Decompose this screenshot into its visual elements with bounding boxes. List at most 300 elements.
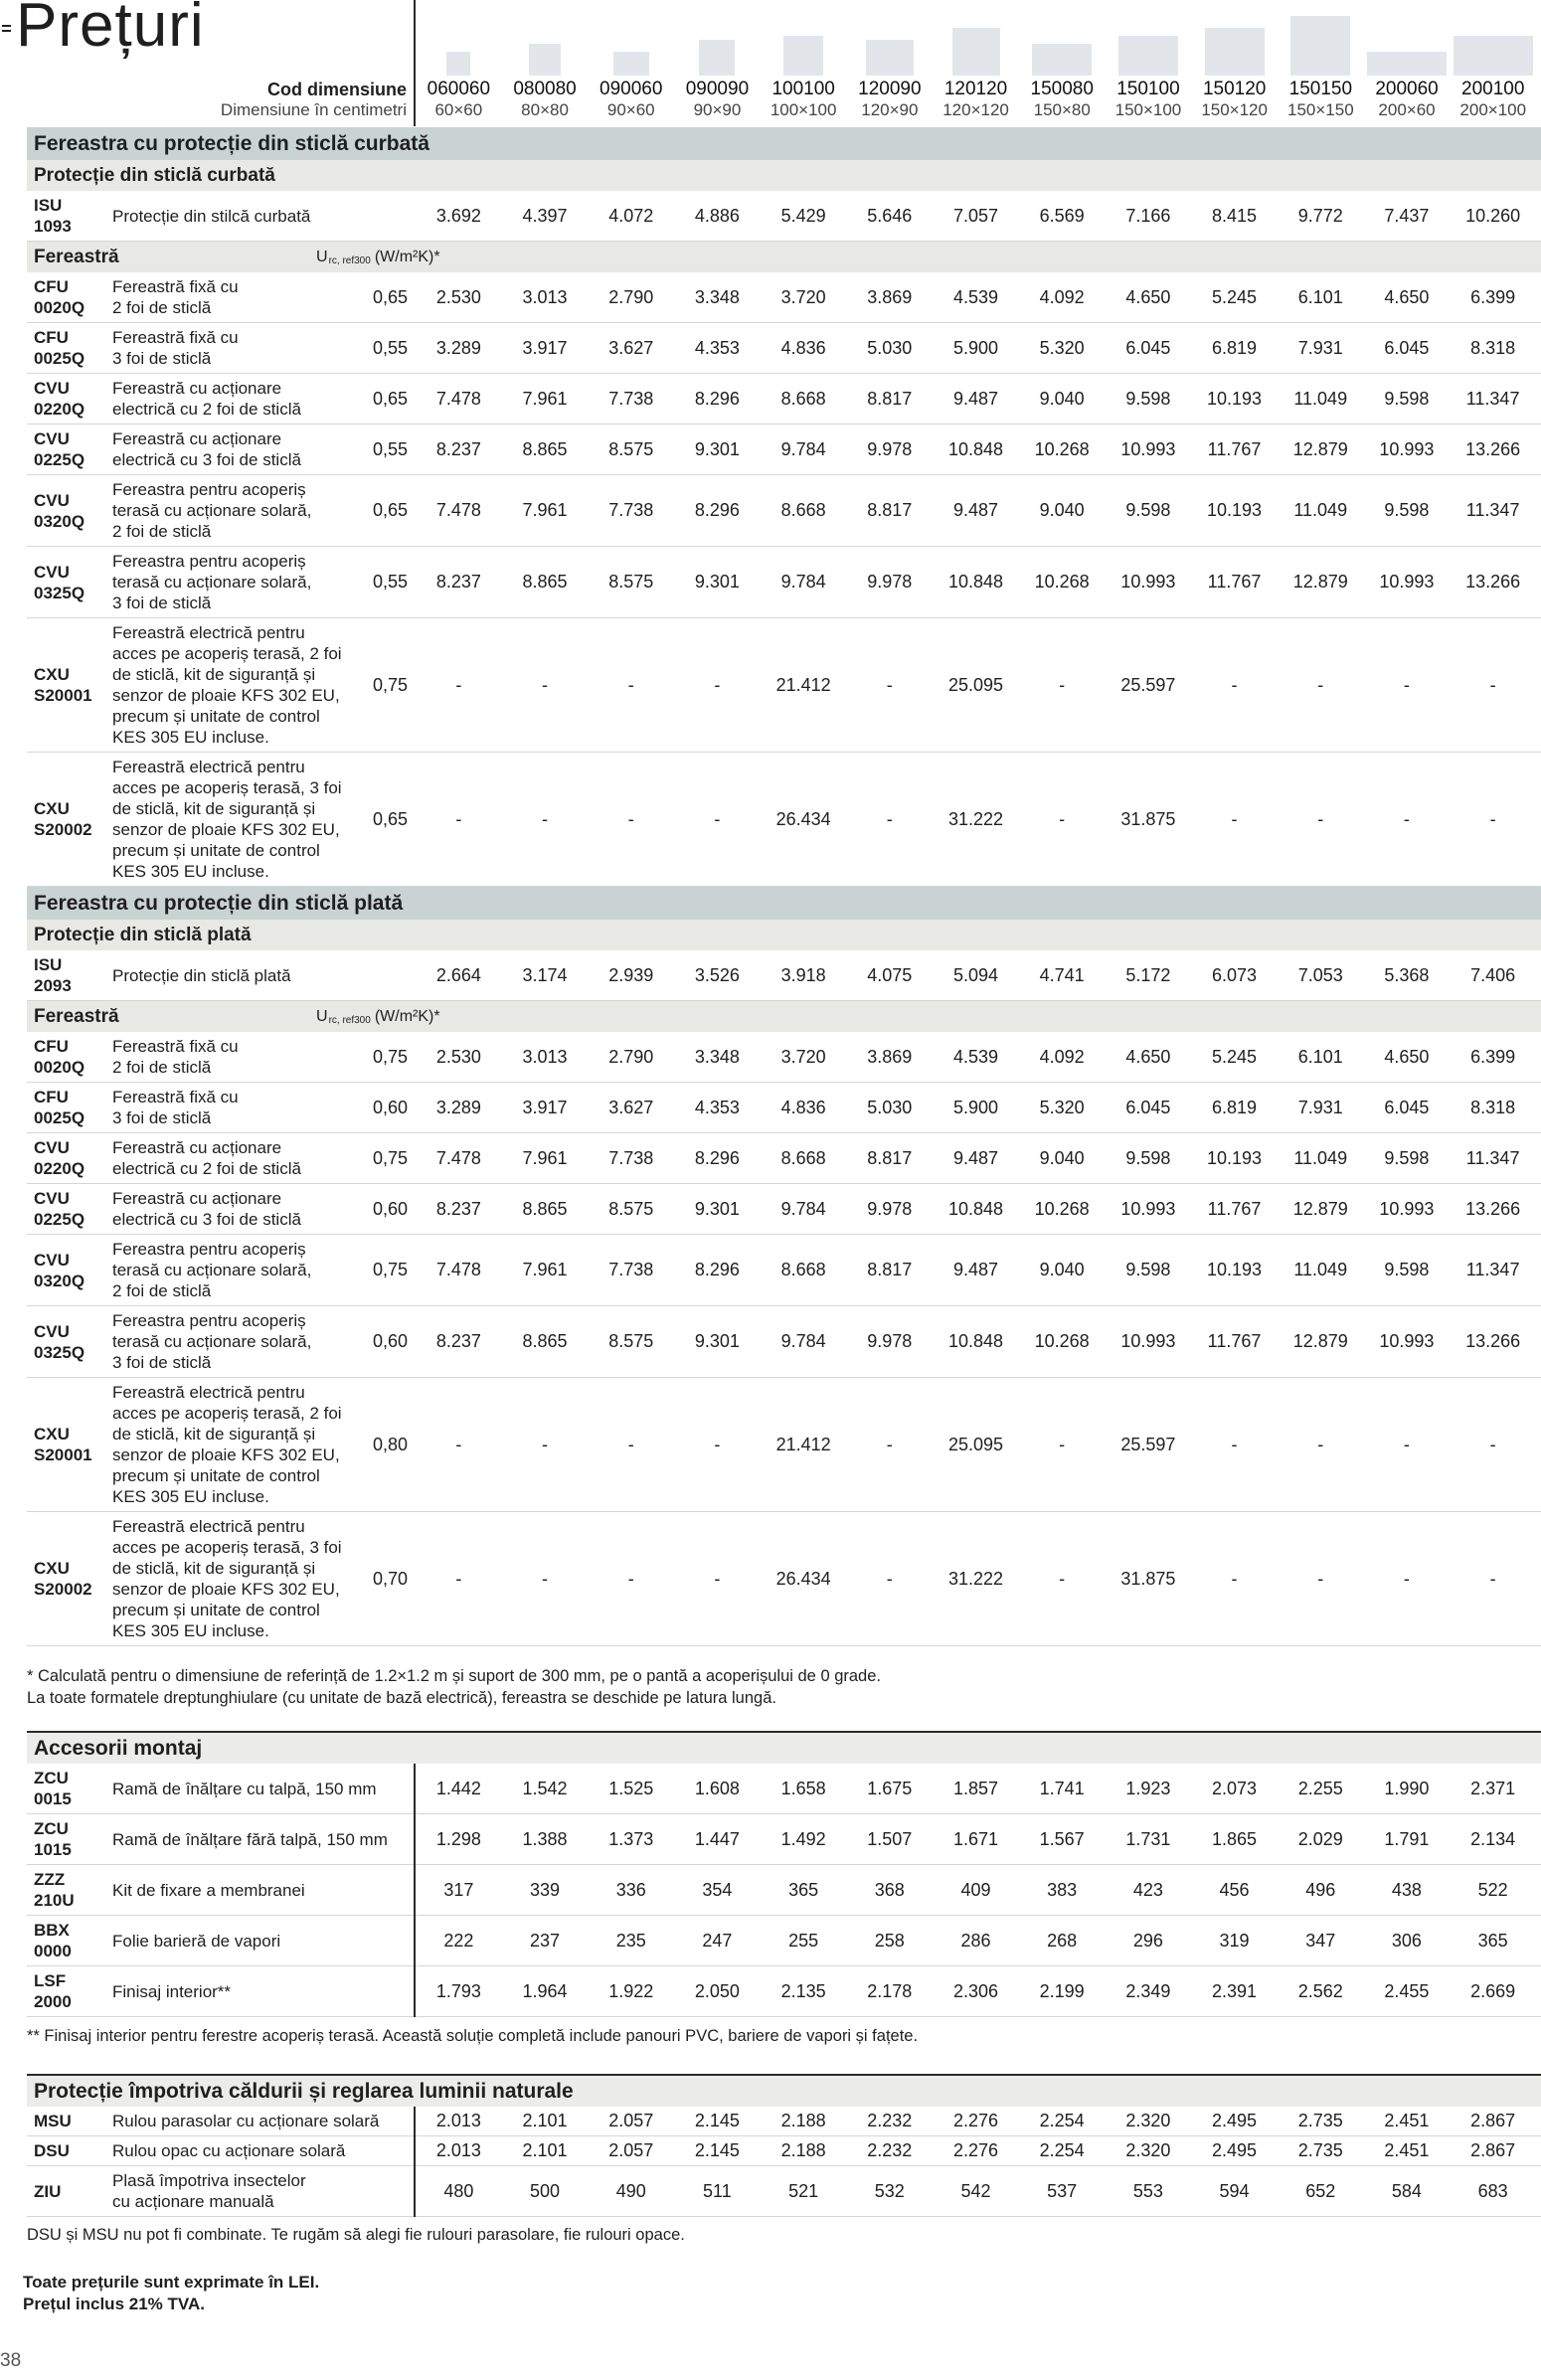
footnote: La toate formatele dreptunghiulare (cu unitate de bază electrică), fereastra se deschide pe latura lungă. <box>27 1689 776 1707</box>
price-cell: 2.562 <box>1297 1980 1343 2001</box>
price-cell: 1.447 <box>694 1828 740 1849</box>
price-cell: 9.598 <box>1384 1147 1430 1168</box>
price-cell: 8.817 <box>867 1260 913 1279</box>
table-row <box>27 2136 1541 2166</box>
price-cell: 3.013 <box>522 1046 568 1067</box>
price-cell: - <box>886 1434 893 1454</box>
price-cell: 4.886 <box>694 205 740 226</box>
product-code: CVU 0320Q <box>34 1250 86 1290</box>
price-cell: 409 <box>960 1879 991 1900</box>
product-code: CVU 0220Q <box>34 1138 86 1178</box>
price-cell: - <box>627 1434 634 1454</box>
price-cell: 7.961 <box>522 500 568 520</box>
product-description: Fereastră fixă cu 2 foi de sticlă <box>112 1037 239 1077</box>
price-cell: 2.669 <box>1470 1980 1516 2001</box>
size-code: 080080 <box>513 79 577 99</box>
product-code: ZCU 1015 <box>34 1819 72 1859</box>
price-cell: 8.575 <box>608 1331 654 1351</box>
price-cell: 2.371 <box>1470 1778 1516 1798</box>
size-dimension: 150×80 <box>1033 100 1091 119</box>
price-cell: 9.784 <box>780 438 826 459</box>
window-size-icon <box>529 44 561 76</box>
price-cell: 2.134 <box>1470 1828 1516 1849</box>
price-cell: 7.057 <box>952 205 998 226</box>
price-cell: 1.658 <box>780 1778 826 1798</box>
price-cell: 8.296 <box>694 388 740 409</box>
size-dimension: 150×120 <box>1201 100 1268 119</box>
product-code: ZZZ 210U <box>34 1870 75 1910</box>
u-value: 0,60 <box>372 1097 408 1117</box>
price-cell: 3.348 <box>694 1046 740 1067</box>
price-cell: 11.049 <box>1293 1260 1348 1279</box>
size-dimension: 120×90 <box>861 100 919 119</box>
price-cell: 4.650 <box>1384 1046 1430 1067</box>
price-cell: 7.961 <box>522 1147 568 1168</box>
price-cell: 7.931 <box>1297 1097 1343 1117</box>
price-cell: 3.917 <box>522 1097 568 1117</box>
u-value-label <box>316 242 440 276</box>
u-value: 0,65 <box>372 808 408 829</box>
price-cell: 3.289 <box>435 337 481 358</box>
size-code: 120090 <box>858 79 922 99</box>
price-cell: 7.478 <box>435 1147 481 1168</box>
u-value: 0,65 <box>372 286 408 307</box>
size-dimension: 90×60 <box>606 100 655 119</box>
price-cell: 2.495 <box>1212 2140 1258 2160</box>
price-cell: 2.254 <box>1039 2111 1085 2130</box>
price-cell: 2.255 <box>1297 1778 1343 1798</box>
price-cell: 8.668 <box>780 388 826 409</box>
price-cell: 1.507 <box>867 1828 913 1849</box>
u-value: 0,80 <box>372 1434 408 1454</box>
price-cell: 456 <box>1219 1879 1250 1900</box>
price-cell: 542 <box>960 2180 991 2201</box>
price-cell: 10.848 <box>947 1331 1003 1351</box>
u-value: 0,55 <box>372 438 408 459</box>
table-row <box>27 1306 1541 1378</box>
price-cell: - <box>455 1568 462 1589</box>
table-row <box>27 1966 1541 2017</box>
price-cell: 9.598 <box>1384 500 1430 520</box>
price-cell: - <box>1403 1434 1410 1454</box>
price-cell: 1.741 <box>1039 1778 1085 1798</box>
price-cell: 12.879 <box>1292 572 1348 592</box>
window-size-icon-area <box>847 0 934 76</box>
group-title: Fereastră <box>34 247 119 267</box>
size-dimension: 100×100 <box>770 100 837 119</box>
price-cell: 9.487 <box>952 500 998 520</box>
price-cell: 2.530 <box>435 1046 481 1067</box>
price-cell: 365 <box>1477 1930 1508 1951</box>
u-value: 0,75 <box>372 674 408 695</box>
price-cell: 8.817 <box>867 388 913 409</box>
table-row <box>27 1764 1541 1814</box>
price-cell: 5.245 <box>1212 286 1258 307</box>
price-cell: 6.045 <box>1384 337 1430 358</box>
price-cell: - <box>1403 674 1410 695</box>
size-dimension: 120×120 <box>942 100 1009 119</box>
price-cell: 11.347 <box>1465 1260 1520 1279</box>
price-cell: 235 <box>615 1930 646 1951</box>
size-column-header <box>1191 0 1278 123</box>
price-cell: 584 <box>1391 2180 1422 2201</box>
product-description: Fereastră cu acționare electrică cu 3 foi de sticlă <box>112 429 301 469</box>
price-cell: 511 <box>703 2180 732 2201</box>
price-cell: 11.767 <box>1207 572 1262 592</box>
price-cell: 4.836 <box>780 1097 826 1117</box>
u-value-empty <box>358 1886 416 1894</box>
price-cell: 286 <box>960 1930 991 1951</box>
price-cell: 8.237 <box>435 1331 481 1351</box>
price-cell: 8.575 <box>608 438 654 459</box>
price-cell: 10.268 <box>1034 572 1090 592</box>
u-value: 0,60 <box>372 1331 408 1351</box>
price-cell: 25.095 <box>947 674 1003 695</box>
price-cell: 9.784 <box>780 572 826 592</box>
price-cell: 8.865 <box>522 438 568 459</box>
price-cell: 5.030 <box>867 1097 913 1117</box>
price-cell: 4.353 <box>694 337 740 358</box>
accessories-note: ** Finisaj interior pentru ferestre acoperiș terasă. Această soluție completă include panouri PVC, bariere de vapori și fațete. <box>27 2027 919 2045</box>
price-cell: 9.598 <box>1125 500 1171 520</box>
price-cell: - <box>1059 1434 1066 1454</box>
size-code: 150100 <box>1116 79 1180 99</box>
price-cell: 10.993 <box>1379 1331 1435 1351</box>
product-description: Fereastră cu acționare electrică cu 3 foi de sticlă <box>112 1189 301 1229</box>
window-size-icon <box>1205 28 1265 76</box>
price-cell: 9.487 <box>952 1260 998 1279</box>
price-cell: 11.049 <box>1293 500 1348 520</box>
price-cell: 2.232 <box>867 2111 913 2130</box>
product-description: Protecție din sticlă plată <box>112 965 291 985</box>
price-cell: 5.245 <box>1212 1046 1258 1067</box>
price-cell: 522 <box>1477 1879 1508 1900</box>
product-description: Fereastră electrică pentru acces pe acoperiș terasă, 3 foi de sticlă, kit de siguranță și senzor de ploaie KFS 302 EU, precum și unitate de control KES 305 EU incluse. <box>112 758 342 881</box>
size-dimension-label: Dimensiune în centimetri <box>220 100 407 119</box>
product-code: ISU 1093 <box>34 196 72 236</box>
price-cell: 25.597 <box>1120 674 1176 695</box>
window-size-icon <box>866 40 914 76</box>
price-cell: 9.978 <box>867 438 913 459</box>
product-code: CXU S20001 <box>34 665 92 705</box>
product-code: CFU 0020Q <box>34 277 86 317</box>
price-cell: 2.735 <box>1297 2140 1343 2160</box>
section-title: Fereastra cu protecție din sticlă curbată <box>27 127 1541 160</box>
table-row <box>27 618 1541 753</box>
accessories-rows <box>27 1764 1541 2017</box>
price-cell: 438 <box>1391 1879 1422 1900</box>
price-cell: 9.301 <box>694 438 740 459</box>
price-cell: 368 <box>874 1879 905 1900</box>
window-size-icon-area <box>1278 0 1364 76</box>
price-cell: 26.434 <box>775 808 831 829</box>
price-cell: 13.266 <box>1465 1198 1521 1219</box>
price-cell: - <box>714 674 721 695</box>
table-row <box>27 753 1541 887</box>
price-cell: 2.306 <box>952 1980 998 2001</box>
price-cell: - <box>1403 808 1410 829</box>
size-code: 200060 <box>1375 79 1439 99</box>
price-cell: 5.429 <box>780 205 826 226</box>
size-dimension: 200×60 <box>1378 100 1436 119</box>
u-value-empty <box>358 212 416 220</box>
window-size-icon <box>613 52 649 76</box>
price-cell: 365 <box>788 1879 819 1900</box>
price-cell: 336 <box>615 1879 646 1900</box>
price-cell: 2.050 <box>694 1980 740 2001</box>
heat-protection-rows <box>27 2107 1541 2217</box>
price-cell: 13.266 <box>1465 1331 1521 1351</box>
price-cell: 521 <box>788 2180 819 2201</box>
price-cell: 9.598 <box>1125 388 1171 409</box>
group-title: Protecție din sticlă curbată <box>34 165 275 186</box>
u-symbol: U <box>316 249 328 265</box>
price-cell: 2.455 <box>1384 1980 1430 2001</box>
price-cell: 11.767 <box>1207 1331 1262 1351</box>
size-column-header <box>1450 0 1536 123</box>
price-cell: 10.193 <box>1207 388 1263 409</box>
product-description: Fereastră fixă cu 3 foi de sticlă <box>112 328 239 368</box>
table-row <box>27 1814 1541 1865</box>
price-cell: 6.569 <box>1039 205 1085 226</box>
size-dimension: 90×90 <box>693 100 742 119</box>
price-cell: 9.978 <box>867 1198 913 1219</box>
price-cell: 4.539 <box>952 286 998 307</box>
window-section <box>27 127 1541 887</box>
price-cell: 2.939 <box>608 964 654 985</box>
price-cell: 11.347 <box>1465 500 1520 520</box>
price-cell: - <box>455 808 462 829</box>
product-description: Fereastră electrică pentru acces pe acoperiș terasă, 2 foi de sticlă, kit de siguranță și senzor de ploaie KFS 302 EU, precum și unitate de control KES 305 EU incluse. <box>112 623 342 747</box>
group-header <box>27 1001 1541 1032</box>
price-cell: 3.869 <box>867 286 913 307</box>
price-cell: 2.135 <box>780 1980 826 2001</box>
price-cell: 10.993 <box>1120 572 1176 592</box>
product-code: LSF 2000 <box>34 1971 72 2011</box>
price-cell: - <box>1489 1434 1496 1454</box>
price-cell: - <box>455 1434 462 1454</box>
table-row <box>27 2166 1541 2217</box>
price-cell: 5.172 <box>1125 964 1171 985</box>
table-row <box>27 323 1541 374</box>
size-code: 090090 <box>685 79 750 99</box>
window-size-icon <box>1367 52 1447 76</box>
price-cell: 2.867 <box>1470 2140 1516 2160</box>
price-cell: 6.399 <box>1470 1046 1516 1067</box>
price-cell: 10.193 <box>1207 500 1263 520</box>
price-cell: 1.388 <box>522 1828 568 1849</box>
product-code: CXU S20002 <box>34 799 92 839</box>
column-divider <box>414 2107 416 2217</box>
group-title: Protecție din sticlă plată <box>34 925 252 945</box>
price-cell: 3.869 <box>867 1046 913 1067</box>
product-description: Ramă de înălțare fără talpă, 150 mm <box>112 1829 388 1849</box>
price-cell: 6.101 <box>1297 286 1343 307</box>
size-code: 150080 <box>1030 79 1094 99</box>
u-value-empty <box>358 2118 416 2125</box>
product-description: Fereastră fixă cu 2 foi de sticlă <box>112 277 239 317</box>
price-cell: 2.254 <box>1039 2140 1085 2160</box>
window-size-icon-area <box>761 0 847 76</box>
size-code: 150120 <box>1202 79 1267 99</box>
table-row <box>27 374 1541 425</box>
price-cell: 496 <box>1305 1879 1336 1900</box>
price-cell: - <box>1231 674 1238 695</box>
price-cell: 8.237 <box>435 572 481 592</box>
price-cell: 6.819 <box>1212 1097 1258 1117</box>
price-cell: - <box>1059 808 1066 829</box>
size-column-header <box>847 0 934 123</box>
product-code: CXU S20002 <box>34 1559 92 1599</box>
price-cell: 7.437 <box>1384 205 1430 226</box>
price-cell: 4.539 <box>952 1046 998 1067</box>
product-code: CXU S20001 <box>34 1425 92 1464</box>
product-code: CVU 0220Q <box>34 379 86 419</box>
price-cell: 4.836 <box>780 337 826 358</box>
table-row <box>27 1378 1541 1512</box>
price-cell: 1.525 <box>608 1778 654 1798</box>
size-dimension: 150×100 <box>1114 100 1182 119</box>
price-cell: 8.415 <box>1212 205 1258 226</box>
price-cell: 10.268 <box>1034 1331 1090 1351</box>
price-cell: - <box>542 1434 549 1454</box>
vat-note: Prețul inclus 21% TVA. <box>23 2295 205 2313</box>
window-size-icon-area <box>933 0 1019 76</box>
price-cell: 10.260 <box>1465 205 1521 226</box>
price-cell: 4.650 <box>1384 286 1430 307</box>
price-cell: 9.301 <box>694 572 740 592</box>
product-code: ZIU <box>34 2181 62 2201</box>
price-cell: 7.478 <box>435 500 481 520</box>
price-cell: 2.188 <box>780 2111 826 2130</box>
price-cell: 1.442 <box>435 1778 481 1798</box>
price-cell: 9.487 <box>952 1147 998 1168</box>
section-title: Accesorii montaj <box>27 1731 1541 1764</box>
size-code: 150150 <box>1288 79 1353 99</box>
price-cell: 5.320 <box>1039 1097 1085 1117</box>
price-cell: 11.049 <box>1293 388 1348 409</box>
price-cell: 10.193 <box>1207 1260 1263 1279</box>
price-cell: 8.237 <box>435 1198 481 1219</box>
price-cell: 9.040 <box>1039 388 1085 409</box>
price-cell: - <box>1489 674 1496 695</box>
price-cell: 2.145 <box>694 2140 740 2160</box>
price-cell: 8.865 <box>522 1198 568 1219</box>
group-title: Fereastră <box>34 1006 119 1027</box>
price-cell: 3.174 <box>522 964 568 985</box>
price-table <box>23 127 1541 2315</box>
price-cell: - <box>1317 674 1324 695</box>
size-column-header <box>588 0 674 123</box>
window-size-icon-area <box>502 0 589 76</box>
page-title: Prețuri <box>16 0 205 60</box>
price-cell: 7.738 <box>608 388 654 409</box>
size-column-header <box>1364 0 1451 123</box>
window-size-icon <box>1032 44 1092 76</box>
u-value: 0,75 <box>372 1046 408 1067</box>
price-cell: 1.731 <box>1125 1828 1171 1849</box>
product-code: BBX 0000 <box>34 1921 72 1960</box>
product-code: ISU 2093 <box>34 955 72 995</box>
price-cell: 31.222 <box>947 808 1003 829</box>
u-value: 0,75 <box>372 1147 408 1168</box>
price-cell: - <box>714 1434 721 1454</box>
price-cell: 2.735 <box>1297 2111 1343 2130</box>
window-size-icon-area <box>1019 0 1106 76</box>
table-row <box>27 1235 1541 1306</box>
price-cell: 317 <box>443 1879 474 1900</box>
price-cell: 10.993 <box>1379 438 1435 459</box>
price-cell: 26.434 <box>775 1568 831 1589</box>
product-description: Fereastră electrică pentru acces pe acoperiș terasă, 3 foi de sticlă, kit de siguranță și senzor de ploaie KFS 302 EU, precum și unitate de control KES 305 EU incluse. <box>112 1517 342 1640</box>
price-cell: 347 <box>1305 1930 1336 1951</box>
price-cell: 296 <box>1132 1930 1163 1951</box>
price-cell: 1.923 <box>1125 1778 1171 1798</box>
price-cell: 2.145 <box>694 2111 740 2130</box>
product-description: Protecție din stilcă curbată <box>112 206 311 226</box>
price-cell: 11.347 <box>1465 1147 1520 1168</box>
price-cell: 9.784 <box>780 1198 826 1219</box>
price-cell: 2.101 <box>522 2111 568 2130</box>
page-number: 38 <box>0 2350 22 2371</box>
product-description: Fereastră cu acționare electrică cu 2 foi de sticlă <box>112 379 301 419</box>
price-cell: 268 <box>1047 1930 1078 1951</box>
u-value: 0,75 <box>372 1260 408 1279</box>
price-cell: 7.053 <box>1297 964 1343 985</box>
window-size-icon <box>952 28 1000 76</box>
price-cell: 1.373 <box>608 1828 654 1849</box>
price-cell: - <box>1317 808 1324 829</box>
price-cell: 8.575 <box>608 572 654 592</box>
price-cell: 594 <box>1219 2180 1250 2201</box>
product-code: MSU <box>34 2112 72 2130</box>
price-cell: 25.597 <box>1120 1434 1176 1454</box>
price-cell: 247 <box>702 1930 733 1951</box>
window-size-icon-area <box>1106 0 1192 76</box>
price-cell: 9.598 <box>1384 1260 1430 1279</box>
u-value-label <box>316 1001 440 1036</box>
price-cell: - <box>542 674 549 695</box>
window-size-icon-area <box>1191 0 1278 76</box>
section-title: Fereastra cu protecție din sticlă plată <box>27 887 1541 920</box>
price-cell: 500 <box>530 2180 561 2201</box>
price-cell: 10.848 <box>947 1198 1003 1219</box>
price-cell: 1.492 <box>780 1828 826 1849</box>
price-cell: 3.627 <box>608 1097 654 1117</box>
product-code: CFU 0025Q <box>34 1088 86 1127</box>
price-cell: 3.013 <box>522 286 568 307</box>
column-divider <box>414 1764 416 2017</box>
price-cell: - <box>714 1568 721 1589</box>
price-cell: 9.301 <box>694 1198 740 1219</box>
product-description: Ramă de înălțare cu talpă, 150 mm <box>112 1779 377 1798</box>
table-row <box>27 1916 1541 1966</box>
price-cell: 7.738 <box>608 500 654 520</box>
price-cell: 2.057 <box>608 2140 654 2160</box>
price-cell: 4.650 <box>1125 1046 1171 1067</box>
table-row <box>27 1133 1541 1184</box>
price-cell: 2.057 <box>608 2111 654 2130</box>
size-code-label: Cod dimensiune <box>266 80 407 99</box>
product-description: Rulou parasolar cu acționare solară <box>112 2112 380 2130</box>
u-subscript: rc, ref300 <box>328 1015 371 1026</box>
price-cell: 1.567 <box>1039 1828 1085 1849</box>
window-size-icon <box>783 36 823 76</box>
price-cell: 9.598 <box>1125 1147 1171 1168</box>
price-cell: 1.857 <box>952 1778 998 1798</box>
price-cell: - <box>1231 808 1238 829</box>
price-cell: - <box>627 808 634 829</box>
